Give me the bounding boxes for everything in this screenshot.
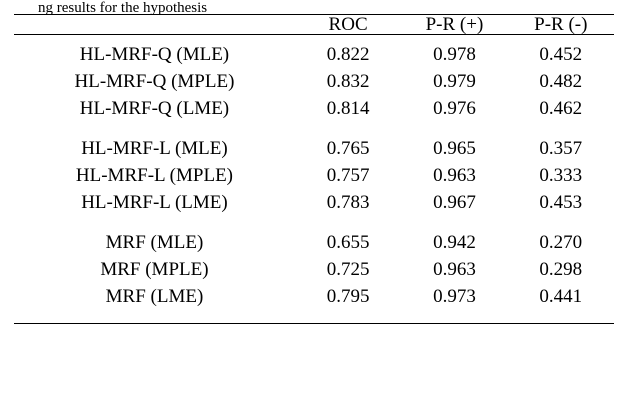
row-label: HL-MRF-L (MPLE) bbox=[75, 165, 233, 186]
table-row bbox=[14, 71, 614, 98]
cell-pr-neg: 0.482 bbox=[539, 71, 583, 92]
cell-roc: 0.765 bbox=[326, 138, 370, 159]
cell-pr-pos: 0.965 bbox=[433, 138, 476, 159]
cell-roc: 0.832 bbox=[326, 71, 370, 92]
cell-pr-pos: 0.976 bbox=[433, 98, 476, 119]
row-label: MRF (LME) bbox=[105, 286, 204, 307]
cell-pr-pos: 0.973 bbox=[433, 286, 476, 307]
table-row bbox=[14, 286, 614, 313]
cell-pr-pos: 0.967 bbox=[433, 192, 476, 213]
table-header-row bbox=[14, 15, 614, 35]
cell-pr-pos: 0.942 bbox=[433, 232, 476, 253]
cell-pr-neg: 0.298 bbox=[539, 259, 583, 280]
results-table bbox=[14, 14, 614, 324]
row-label: MRF (MPLE) bbox=[100, 259, 209, 280]
header-spacer bbox=[14, 35, 614, 44]
cell-pr-neg: 0.462 bbox=[539, 98, 583, 119]
cell-pr-pos: 0.963 bbox=[433, 165, 476, 186]
column-header-pr-pos: P-R (+) bbox=[425, 14, 484, 35]
row-label: HL-MRF-L (MLE) bbox=[81, 138, 228, 159]
cell-pr-neg: 0.452 bbox=[539, 44, 583, 65]
table-row bbox=[14, 192, 614, 219]
table-caption: ng results for the hypothesis bbox=[38, 0, 208, 16]
table-row bbox=[14, 232, 614, 259]
cell-roc: 0.783 bbox=[326, 192, 370, 213]
table-row bbox=[14, 98, 614, 125]
cell-pr-neg: 0.333 bbox=[539, 165, 583, 186]
cell-roc: 0.757 bbox=[326, 165, 370, 186]
cell-pr-pos: 0.978 bbox=[433, 44, 476, 65]
cell-pr-neg: 0.453 bbox=[539, 192, 583, 213]
row-label: MRF (MLE) bbox=[105, 232, 204, 253]
cell-pr-pos: 0.979 bbox=[433, 71, 476, 92]
table-row bbox=[14, 138, 614, 165]
results-table-container bbox=[14, 14, 614, 324]
column-header-pr-neg: P-R (-) bbox=[534, 14, 588, 35]
row-label: HL-MRF-Q (LME) bbox=[79, 98, 230, 119]
table-row bbox=[14, 44, 614, 71]
cell-pr-pos: 0.963 bbox=[433, 259, 476, 280]
row-label: HL-MRF-L (LME) bbox=[81, 192, 228, 213]
table-row bbox=[14, 259, 614, 286]
group-gap bbox=[14, 219, 614, 232]
cell-roc: 0.814 bbox=[326, 98, 370, 119]
table-bottom-rule bbox=[14, 324, 614, 325]
row-label: HL-MRF-Q (MLE) bbox=[79, 44, 230, 65]
cell-pr-neg: 0.441 bbox=[539, 286, 583, 307]
column-header-empty bbox=[14, 15, 295, 35]
cell-pr-neg: 0.270 bbox=[539, 232, 583, 253]
cell-pr-neg: 0.357 bbox=[539, 138, 583, 159]
cell-roc: 0.795 bbox=[326, 286, 370, 307]
column-header-roc: ROC bbox=[328, 14, 368, 35]
row-label: HL-MRF-Q (MPLE) bbox=[74, 71, 235, 92]
cell-roc: 0.725 bbox=[326, 259, 370, 280]
bottom-spacer bbox=[14, 313, 614, 324]
cell-roc: 0.822 bbox=[326, 44, 370, 65]
table-row bbox=[14, 165, 614, 192]
group-gap bbox=[14, 125, 614, 138]
cell-roc: 0.655 bbox=[326, 232, 370, 253]
